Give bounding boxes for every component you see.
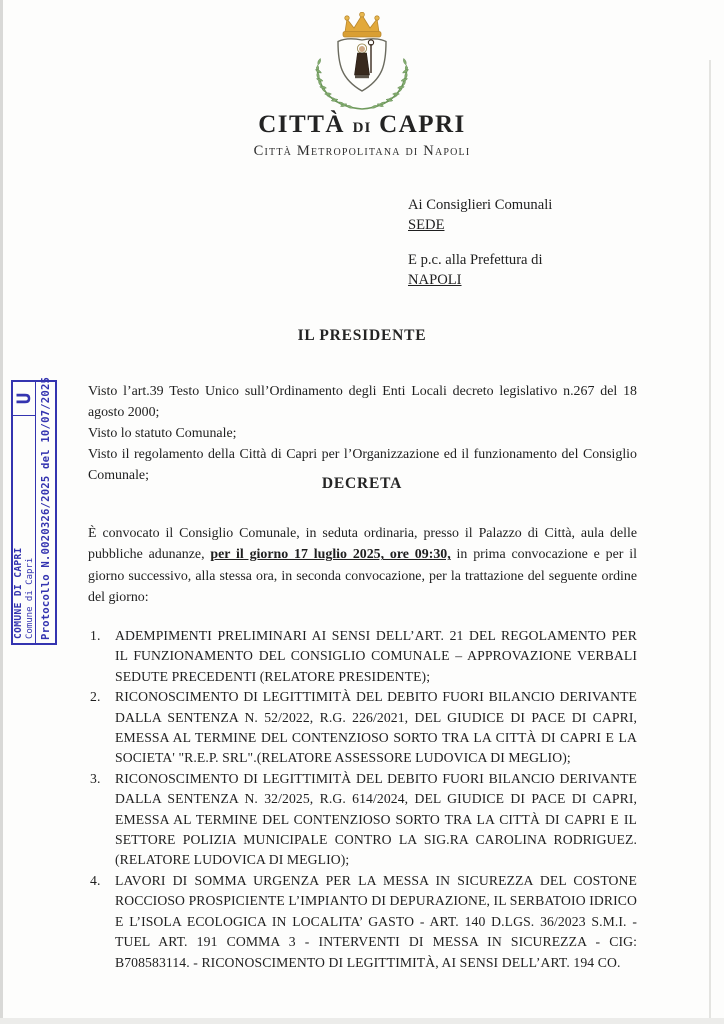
scan-edge-bottom xyxy=(0,1018,724,1024)
recipient-line: E p.c. alla Prefettura di xyxy=(408,252,543,268)
agenda-item-text: ADEMPIMENTI PRELIMINARI AI SENSI DELL’ART. 21 DEL REGOLAMENTO PER IL FUNZIONAMENTO DEL CONSIGLIO COMUNALE – APPROVAZIONE VERBALI SEDUTE PRECEDENTI (RELATORE PRESIDENTE); xyxy=(115,628,637,684)
agenda-item-number: 4. xyxy=(90,872,101,888)
convocation-text-before: È convocato il Consiglio Comunale, in seduta ordinaria, presso il Palazzo di Città, aula delle pubbliche adunanze, xyxy=(88,526,637,563)
agenda-item xyxy=(90,626,637,687)
recipient-item xyxy=(408,195,552,235)
crown-icon xyxy=(343,12,381,37)
protocol-stamp xyxy=(11,376,57,645)
recipient-place: NAPOLI xyxy=(408,272,462,288)
agenda-item-text: LAVORI DI SOMMA URGENZA PER LA MESSA IN SICUREZZA DEL COSTONE ROCCIOSO PROSPICIENTE L’IMPIANTO DI DEPURAZIONE, IL SERBATOIO IDRICO E L’ISOLA ECOLOGICA IN LOCALITA’ GASTO - ART. 140 D.LGS. 36/2023 S.M.I. - TUEL ART. 191 COMMA 3 - INTERVENTI DI MESSA IN SICUREZZA - CIG: B708583114. - RICONOSCIMENTO DI LEGITTIMITÀ, AI SENSI DELL’ART. 194 CO. xyxy=(115,872,637,970)
premise-line: Visto il regolamento della Città di Capri per l’Organizzazione ed il funzionamento del Consiglio Comunale; xyxy=(88,447,637,483)
premise-line: Visto l’art.39 Testo Unico sull’Ordinamento degli Enti Locali decreto legislativo n.267 del 18 agosto 2000; xyxy=(88,384,637,420)
stamp-protocol-number: Protocollo N.0020326/2025 del 10/07/2025 xyxy=(39,376,52,640)
agenda-item-number: 2. xyxy=(90,689,101,705)
convocation-text-after: in prima convocazione e per il giorno successivo, alla stessa ora, in seconda convocazione, per la trattazione del seguente ordine del giorno: xyxy=(88,547,637,606)
convocation-date-time: per il giorno 17 luglio 2025, ore 09:30, xyxy=(210,547,451,563)
recipient-block xyxy=(408,195,552,305)
agenda-item-text: RICONOSCIMENTO DI LEGITTIMITÀ DEL DEBITO FUORI BILANCIO DERIVANTE DALLA SENTENZA N. 52/2022, R.G. 226/2021, DEL GIUDICE DI PACE DI CAPRI, EMESSA AL TERMINE DEL CONTENZIOSO SORTO TRA LA CITTÀ DI CAPRI E LA SOCIETA' "R.E.P. SRL".(RELATORE ASSESSORE LUDOVICA DI MEGLIO); xyxy=(115,689,637,766)
stamp-direction-letter: U xyxy=(13,382,35,416)
title-word-citta: CITTÀ xyxy=(258,111,345,138)
agenda-item xyxy=(90,871,637,973)
shield-icon xyxy=(338,39,386,91)
agenda-list xyxy=(90,626,637,973)
recipient-line: Ai Consiglieri Comunali xyxy=(408,197,553,213)
agenda-item-number: 3. xyxy=(90,770,101,786)
protocol-stamp-top-row xyxy=(13,382,36,643)
agenda-item-number: 1. xyxy=(90,628,101,643)
page-title xyxy=(0,111,724,139)
agenda-item xyxy=(90,687,637,769)
protocol-stamp-org xyxy=(13,416,35,643)
agenda-item xyxy=(90,769,637,871)
recipient-item xyxy=(408,250,552,290)
recipient-place: SEDE xyxy=(408,217,445,233)
document-header xyxy=(0,111,724,160)
premise-line: Visto lo statuto Comunale; xyxy=(88,426,237,441)
convocation-paragraph xyxy=(88,523,637,609)
title-word-di: DI xyxy=(352,120,372,136)
heading-presidente: IL PRESIDENTE xyxy=(297,327,427,344)
scan-edge-right xyxy=(709,60,711,1024)
heading-decreta: DECRETA xyxy=(321,475,403,492)
stamp-org-name-secondary: Comune di Capri xyxy=(24,557,35,639)
premises-paragraph xyxy=(88,381,637,486)
page-subtitle: Città Metropolitana di Napoli xyxy=(253,143,471,159)
stamp-org-name: COMUNE DI CAPRI xyxy=(13,547,24,639)
agenda-item-text: RICONOSCIMENTO DI LEGITTIMITÀ DEL DEBITO FUORI BILANCIO DERIVANTE DALLA SENTENZA N. 32/2025, R.G. 614/2024, DEL GIUDICE DI PACE DI CAPRI, EMESSA AL TERMINE DEL CONTENZIOSO SORTO TRA LA CITTÀ DI CAPRI E IL SETTORE POLIZIA MUNICIPALE CONTRO LA SIG.RA CAROLINA RODRIGUEZ. (RELATORE LUDOVICA DI MEGLIO); xyxy=(115,770,637,868)
capri-coat-of-arms-icon xyxy=(287,12,437,117)
title-word-capri: CAPRI xyxy=(379,111,466,138)
